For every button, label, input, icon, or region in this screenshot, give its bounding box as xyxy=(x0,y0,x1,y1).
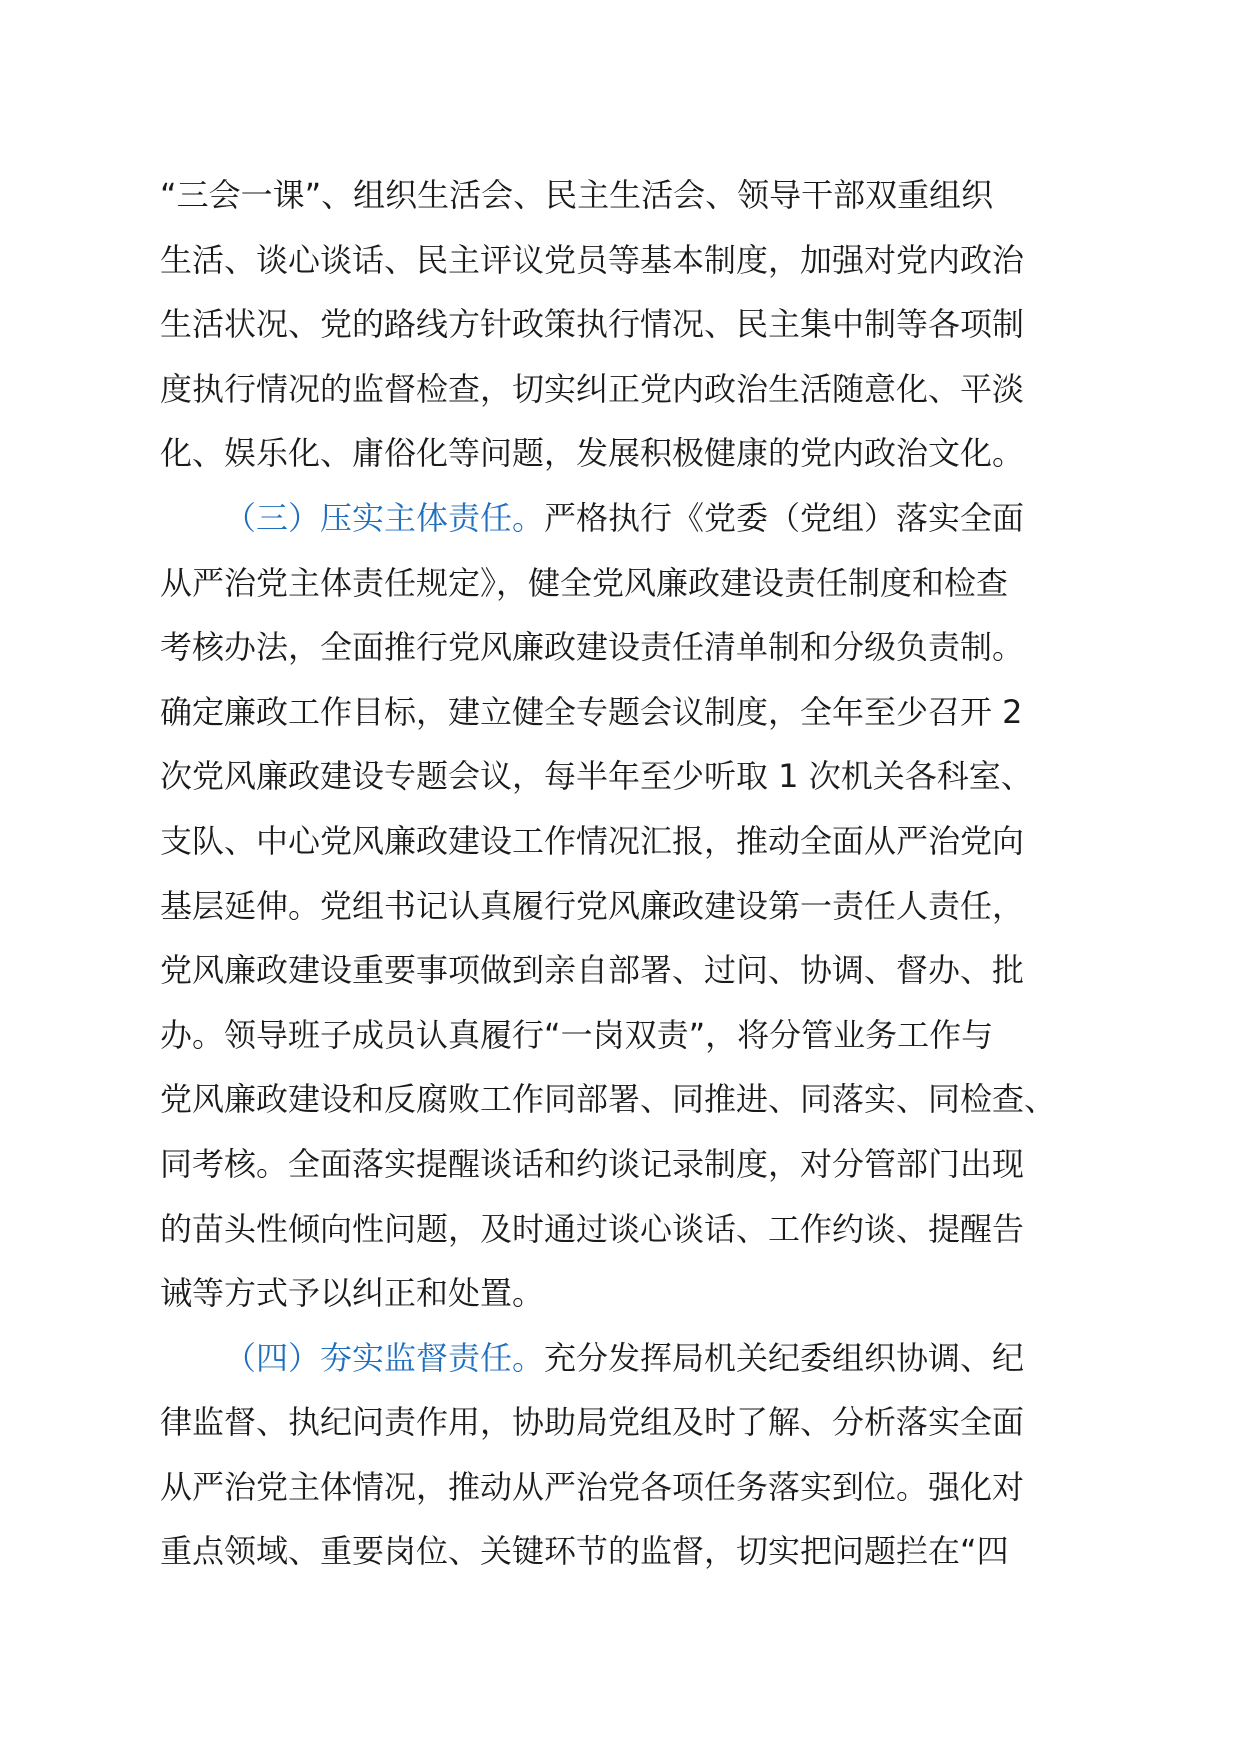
text-line: “三会一课”、组织生活会、民主生活会、领导干部双重组织 xyxy=(160,176,994,214)
text-line xyxy=(160,1326,1100,1391)
paragraph-party-political-life xyxy=(160,163,1100,486)
text-line: 从严治党主体责任规定》，健全党风廉政建设责任制度和检查 xyxy=(160,563,1009,602)
text-line: 次党风廉政建设专题会议，每半年至少听取 1 次机关各科室、 xyxy=(160,757,1033,796)
text-line: 生活、谈心谈话、民主评议党员等基本制度，加强对党内政治 xyxy=(160,240,1025,279)
text-line: 基层延伸。党组书记认真履行党风廉政建设第一责任人责任， xyxy=(160,886,1025,925)
text-run: 充分发挥局机关纪委组织协调、纪 xyxy=(544,1338,1025,1377)
text-run: 严格执行《党委（党组）落实全面 xyxy=(544,498,1025,537)
text-line: 同考核。全面落实提醒谈话和约谈记录制度，对分管部门出现 xyxy=(160,1144,1025,1183)
text-line: 考核办法，全面推行党风廉政建设责任清单制和分级负责制。 xyxy=(160,628,1025,667)
text-line: 支队、中心党风廉政建设工作情况汇报，推动全面从严治党向 xyxy=(160,821,1025,860)
text-line: 诫等方式予以纠正和处置。 xyxy=(160,1274,545,1313)
text-line: 重点领域、重要岗位、关键环节的监督，切实把问题拦在“四 xyxy=(160,1532,1009,1571)
text-line: 化、娱乐化、庸俗化等问题，发展积极健康的党内政治文化。 xyxy=(160,434,1025,473)
text-line: 办。领导班子成员认真履行“一岗双责”，将分管业务工作与 xyxy=(160,1015,994,1054)
text-line: 从严治党主体情况，推动从严治党各项任务落实到位。强化对 xyxy=(160,1467,1025,1506)
text-line: 党风廉政建设和反腐败工作同部署、同推进、同落实、同检查、 xyxy=(160,1080,1057,1119)
text-line: 生活状况、党的路线方针政策执行情况、民主集中制等各项制 xyxy=(160,305,1025,344)
document-page xyxy=(160,163,1100,1584)
text-line: 律监督、执纪问责作用，协助局党组及时了解、分析落实全面 xyxy=(160,1403,1025,1442)
text-line: 党风廉政建设重要事项做到亲自部署、过问、协调、督办、批 xyxy=(160,951,1025,990)
section-heading: （四）夯实监督责任。 xyxy=(224,1338,545,1377)
text-line: 的苗头性倾向性问题，及时通过谈心谈话、工作约谈、提醒告 xyxy=(160,1209,1025,1248)
paragraph-supervision-responsibility xyxy=(160,1326,1100,1584)
text-line xyxy=(160,486,1100,551)
text-line: 确定廉政工作目标，建立健全专题会议制度，全年至少召开 2 xyxy=(160,692,1023,731)
paragraph-main-responsibility xyxy=(160,486,1100,1326)
section-heading: （三）压实主体责任。 xyxy=(224,498,545,537)
text-line: 度执行情况的监督检查，切实纠正党内政治生活随意化、平淡 xyxy=(160,369,1025,408)
